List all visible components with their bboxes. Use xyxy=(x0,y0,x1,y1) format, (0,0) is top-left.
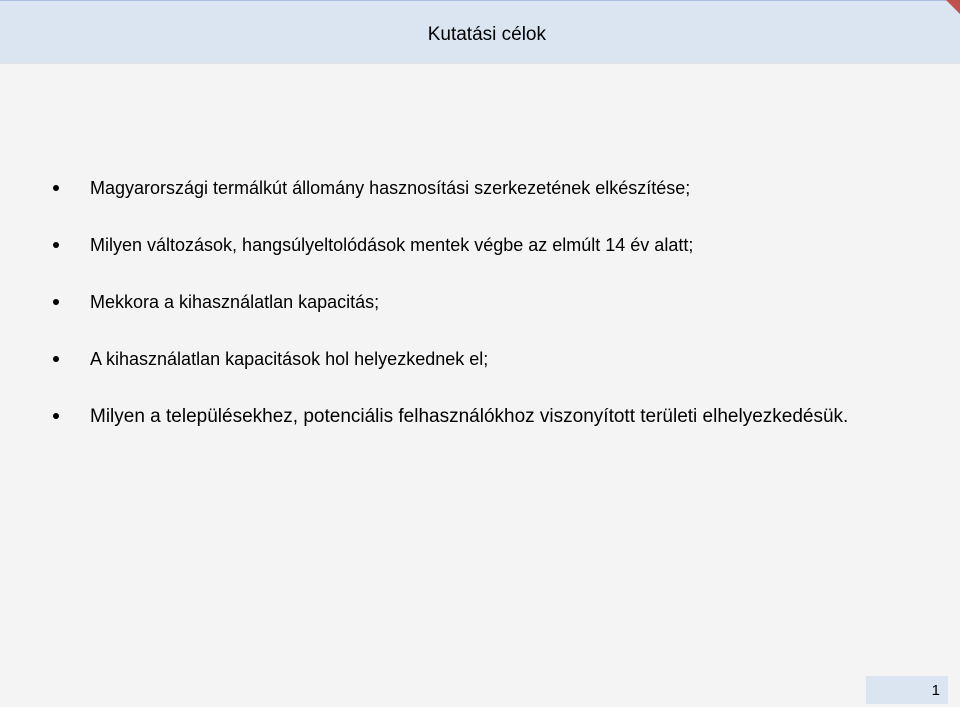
bullet-dot-icon xyxy=(53,185,59,191)
bullet-text: Milyen változások, hangsúlyeltolódások mentek végbe az elmúlt 14 év alatt; xyxy=(90,235,694,255)
bullet-item xyxy=(50,388,910,445)
bullet-item xyxy=(50,274,910,331)
bullet-item xyxy=(50,331,910,388)
bullet-item xyxy=(50,160,910,217)
header-bar xyxy=(0,0,960,64)
bullet-list xyxy=(50,160,910,445)
slide-title: Kutatási célok xyxy=(427,24,546,45)
bullet-text: Mekkora a kihasználatlan kapacitás; xyxy=(90,292,380,312)
page-number: 1 xyxy=(931,682,940,699)
bullet-text: A kihasználatlan kapacitások hol helyezkednek el; xyxy=(90,349,489,369)
bullet-dot-icon xyxy=(53,413,59,419)
page-number-box xyxy=(866,676,948,704)
corner-accent xyxy=(946,0,960,14)
bullet-dot-icon xyxy=(53,299,59,305)
bullet-text: Milyen a településekhez, potenciális felhasználókhoz viszonyított területi elhelyezkedésük. xyxy=(90,406,849,427)
bullet-item xyxy=(50,217,910,274)
bullet-dot-icon xyxy=(53,356,59,362)
bullet-text: Magyarországi termálkút állomány hasznosítási szerkezetének elkészítése; xyxy=(90,178,691,198)
bullet-dot-icon xyxy=(53,242,59,248)
